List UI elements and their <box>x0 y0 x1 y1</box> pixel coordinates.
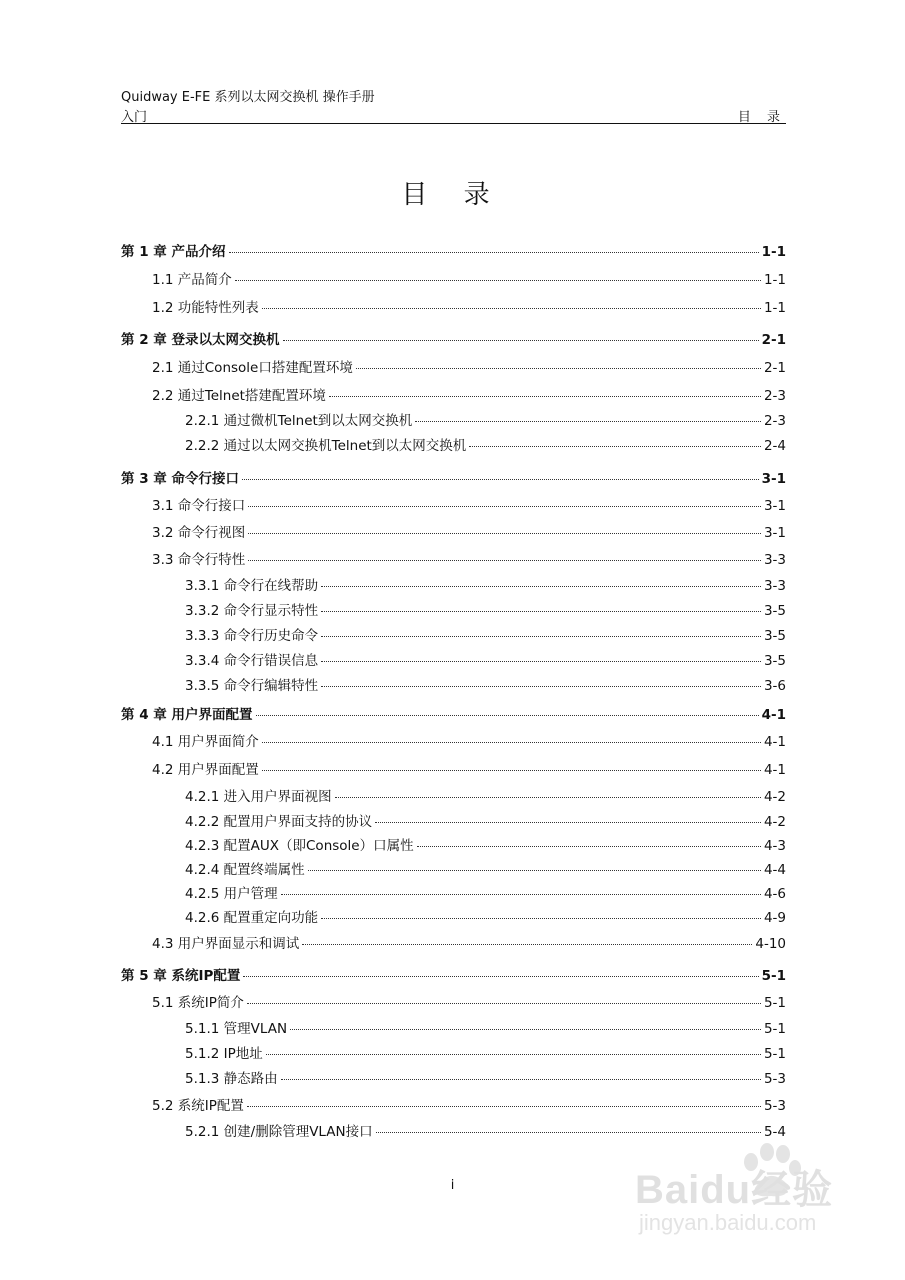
toc-leader-dots <box>247 1106 761 1107</box>
toc-entry-page: 3-5 <box>763 628 786 644</box>
toc-leader-dots <box>302 944 752 945</box>
toc-entry-page: 2-1 <box>761 332 786 348</box>
toc-entry-page: 3-3 <box>763 578 786 594</box>
toc-entry-page: 1-1 <box>763 272 786 288</box>
toc-entry-title: 4.2.3 配置AUX（即Console）口属性 <box>185 838 414 854</box>
toc-entry[interactable] <box>121 785 786 805</box>
toc-entry[interactable] <box>121 674 786 694</box>
toc-entry[interactable] <box>121 574 786 594</box>
toc-entry-title: 第 4 章 用户界面配置 <box>121 707 253 723</box>
toc-leader-dots <box>242 479 759 480</box>
toc-entry-page: 4-9 <box>763 910 786 926</box>
baidu-watermark <box>635 1148 855 1248</box>
header-manual-title: Quidway E-FE 系列以太网交换机 操作手册 <box>121 90 375 105</box>
toc-entry[interactable] <box>121 1094 786 1114</box>
toc-entry-title: 5.1.3 静态路由 <box>185 1071 278 1087</box>
toc-entry-title: 5.1.2 IP地址 <box>185 1046 263 1062</box>
toc-entry-page: 1-1 <box>761 244 786 260</box>
toc-entry[interactable] <box>121 328 786 348</box>
toc-entry-page: 4-1 <box>761 707 786 723</box>
toc-entry-title: 5.2 系统IP配置 <box>152 1098 244 1114</box>
toc-entry[interactable] <box>121 703 786 723</box>
toc-entry-page: 3-5 <box>763 653 786 669</box>
watermark-logo: Baidu经验 <box>635 1168 834 1212</box>
toc-leader-dots <box>248 506 761 507</box>
toc-entry[interactable] <box>121 240 786 260</box>
toc-entry-page: 1-1 <box>763 300 786 316</box>
toc-leader-dots <box>329 396 761 397</box>
toc-entry-title: 1.2 功能特性列表 <box>152 300 259 316</box>
toc-leader-dots <box>376 1132 761 1133</box>
toc-leader-dots <box>243 976 758 977</box>
toc-entry-page: 5-1 <box>761 968 786 984</box>
toc-leader-dots <box>321 586 761 587</box>
toc-entry[interactable] <box>121 906 786 926</box>
toc-entry[interactable] <box>121 649 786 669</box>
toc-entry[interactable] <box>121 296 786 316</box>
toc-entry-title: 3.3.2 命令行显示特性 <box>185 603 319 619</box>
toc-entry-page: 4-2 <box>763 789 786 805</box>
toc-leader-dots <box>229 252 759 253</box>
toc-entry-title: 5.2.1 创建/删除管理VLAN接口 <box>185 1124 373 1140</box>
toc-entry-title: 4.3 用户界面显示和调试 <box>152 936 300 952</box>
toc-entry-page: 3-3 <box>763 552 786 568</box>
toc-entry-page: 5-3 <box>763 1071 786 1087</box>
toc-entry-title: 第 5 章 系统IP配置 <box>121 968 241 984</box>
toc-entry[interactable] <box>121 730 786 750</box>
toc-entry-title: 5.1.1 管理VLAN <box>185 1021 288 1037</box>
toc-entry-page: 3-1 <box>761 471 786 487</box>
toc-entry-page: 3-1 <box>763 525 786 541</box>
toc-entry[interactable] <box>121 882 786 902</box>
toc-entry-page: 4-3 <box>763 838 786 854</box>
toc-entry[interactable] <box>121 991 786 1011</box>
toc-leader-dots <box>266 1054 761 1055</box>
toc-leader-dots <box>281 1079 761 1080</box>
toc-entry-title: 3.3.4 命令行错误信息 <box>185 653 319 669</box>
toc-entry-page: 3-1 <box>763 498 786 514</box>
toc-entry-title: 3.3.3 命令行历史命令 <box>185 628 319 644</box>
toc-entry-page: 4-1 <box>763 762 786 778</box>
header-divider <box>121 123 786 124</box>
toc-entry[interactable] <box>121 834 786 854</box>
toc-leader-dots <box>248 533 761 534</box>
toc-leader-dots <box>262 308 761 309</box>
toc-leader-dots <box>321 661 761 662</box>
toc-entry[interactable] <box>121 964 786 984</box>
toc-entry-title: 3.2 命令行视图 <box>152 525 246 541</box>
toc-entry[interactable] <box>121 624 786 644</box>
toc-leader-dots <box>415 421 761 422</box>
toc-leader-dots <box>321 918 761 919</box>
toc-entry-title: 4.2.4 配置终端属性 <box>185 862 305 878</box>
toc-leader-dots <box>281 894 761 895</box>
toc-entry[interactable] <box>121 599 786 619</box>
toc-leader-dots <box>256 715 759 716</box>
toc-entry[interactable] <box>121 1067 786 1087</box>
toc-entry-page: 5-1 <box>763 1046 786 1062</box>
toc-entry-title: 第 3 章 命令行接口 <box>121 471 239 487</box>
toc-entry[interactable] <box>121 409 786 429</box>
toc-entry-page: 4-4 <box>763 862 786 878</box>
header-section: 入门 <box>121 110 148 125</box>
toc-entry-title: 3.3.5 命令行编辑特性 <box>185 678 319 694</box>
toc-leader-dots <box>248 560 761 561</box>
toc-leader-dots <box>235 280 761 281</box>
toc-entry-title: 第 2 章 登录以太网交换机 <box>121 332 280 348</box>
toc-entry-title: 4.1 用户界面简介 <box>152 734 259 750</box>
toc-leader-dots <box>417 846 761 847</box>
toc-entry[interactable] <box>121 858 786 878</box>
toc-leader-dots <box>321 611 761 612</box>
toc-entry-title: 2.2.1 通过微机Telnet到以太网交换机 <box>185 413 413 429</box>
toc-entry[interactable] <box>121 810 786 830</box>
toc-entry-page: 5-1 <box>763 1021 786 1037</box>
page-number: i <box>450 1178 455 1193</box>
toc-entry-page: 2-4 <box>763 438 786 454</box>
toc-entry-title: 1.1 产品简介 <box>152 272 232 288</box>
header-chapter: 目 录 <box>737 110 786 125</box>
toc-leader-dots <box>335 797 761 798</box>
toc-entry[interactable] <box>121 1017 786 1037</box>
toc-entry-title: 3.3.1 命令行在线帮助 <box>185 578 319 594</box>
toc-leader-dots <box>283 340 759 341</box>
toc-entry-page: 3-6 <box>763 678 786 694</box>
toc-entry-page: 2-1 <box>763 360 786 376</box>
toc-leader-dots <box>247 1003 761 1004</box>
toc-entry-title: 4.2.5 用户管理 <box>185 886 278 902</box>
toc-entry[interactable] <box>121 268 786 288</box>
toc-entry[interactable] <box>121 1042 786 1062</box>
toc-entry[interactable] <box>121 434 786 454</box>
toc-entry-page: 3-5 <box>763 603 786 619</box>
toc-leader-dots <box>262 770 761 771</box>
toc-leader-dots <box>290 1029 761 1030</box>
toc-entry-title: 5.1 系统IP简介 <box>152 995 244 1011</box>
toc-entry[interactable] <box>121 1120 786 1140</box>
toc-entry-page: 4-6 <box>763 886 786 902</box>
toc-entry-page: 5-3 <box>763 1098 786 1114</box>
toc-entry[interactable] <box>121 521 786 541</box>
toc-leader-dots <box>308 870 761 871</box>
toc-entry-title: 第 1 章 产品介绍 <box>121 244 226 260</box>
toc-entry[interactable] <box>121 494 786 514</box>
toc-entry-title: 4.2.6 配置重定向功能 <box>185 910 319 926</box>
toc-leader-dots <box>321 636 761 637</box>
toc-entry-title: 4.2.2 配置用户界面支持的协议 <box>185 814 373 830</box>
toc-entry-title: 2.2.2 通过以太网交换机Telnet到以太网交换机 <box>185 438 467 454</box>
toc-entry-title: 2.2 通过Telnet搭建配置环境 <box>152 388 326 404</box>
toc-entry-title: 4.2.1 进入用户界面视图 <box>185 789 332 805</box>
toc-entry-page: 5-4 <box>763 1124 786 1140</box>
toc-entry[interactable] <box>121 356 786 376</box>
toc-entry-title: 4.2 用户界面配置 <box>152 762 259 778</box>
toc-entry-page: 4-2 <box>763 814 786 830</box>
toc-entry-page: 4-1 <box>763 734 786 750</box>
toc-entry-page: 2-3 <box>763 388 786 404</box>
watermark-url: jingyan.baidu.com <box>639 1210 817 1235</box>
toc-entry[interactable] <box>121 384 786 404</box>
toc-leader-dots <box>375 822 761 823</box>
toc-entry[interactable] <box>121 932 786 952</box>
toc-leader-dots <box>469 446 761 447</box>
toc-leader-dots <box>321 686 761 687</box>
toc-entry[interactable] <box>121 548 786 568</box>
toc-leader-dots <box>356 368 761 369</box>
toc-entry-title: 3.3 命令行特性 <box>152 552 246 568</box>
toc-leader-dots <box>262 742 761 743</box>
toc-entry-title: 3.1 命令行接口 <box>152 498 246 514</box>
page-title: 目 录 <box>401 180 504 210</box>
toc-entry-page: 2-3 <box>763 413 786 429</box>
toc-entry-page: 4-10 <box>755 936 786 952</box>
toc-entry[interactable] <box>121 467 786 487</box>
toc-entry-page: 5-1 <box>763 995 786 1011</box>
toc-entry-title: 2.1 通过Console口搭建配置环境 <box>152 360 353 376</box>
toc-entry[interactable] <box>121 758 786 778</box>
